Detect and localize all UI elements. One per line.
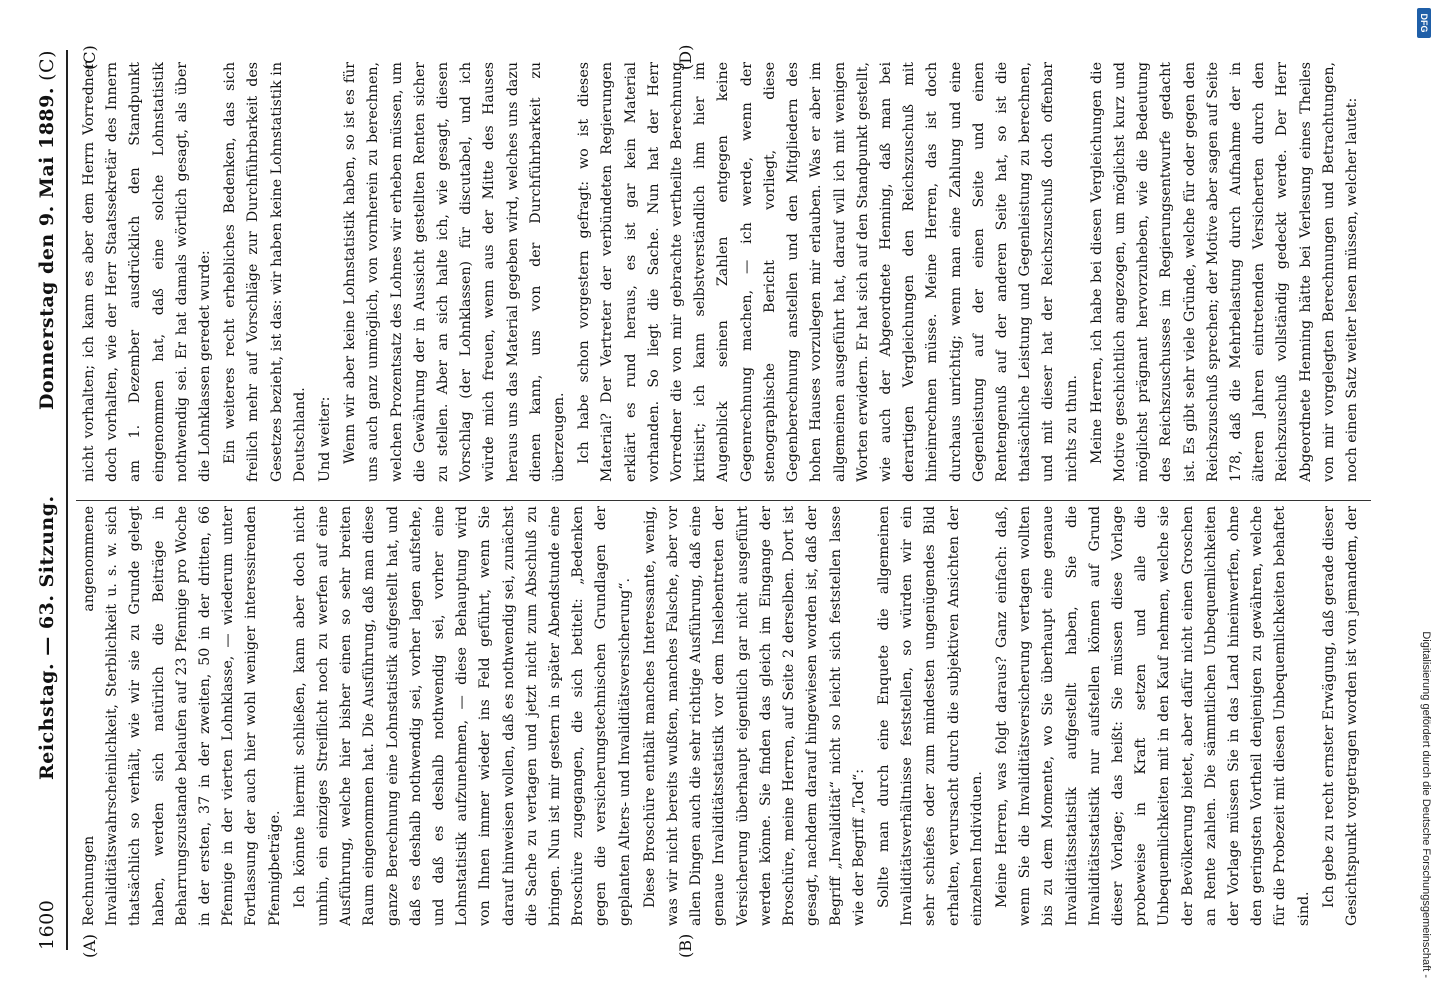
quotation: Ein weiteres recht erhebliches Bedenken, das sich freilich mehr auf Vorschläge zur Durchführbarkeit des Gesetzes bezieht, ist das: wir haben keine Lohnstatistik in Deutschland. [222,62,308,482]
session-title: Reichstag. — 63. Sitzung. [36,495,58,780]
digitization-credit-strip [1416,0,1432,1000]
header-rule [66,50,68,950]
paragraph: Ich habe schon vorgestern gefragt: wo ist dieses Material? Der Vertreter der verbündeten Regierungen erklärt es rund heraus, es ist gar kein Material vorhanden. So liegt die Sache. Nun hat der Herr Vorredner die von mir gebrachte vertheilte Berechnung kritisirt; ich kann selbstverständlich ihm hier im Augenblick seinen Zahlen entgegen keine Gegenrechnung machen, — ich werde, wenn der stenographische Bericht vorliegt, diese Gegenberechnung anstellen und den Mitgliedern des hohen Hauses vorzulegen mir erlauben. Was er aber im allgemeinen ausgeführt hat, darauf will ich mit wenigen Worten erwidern. Er hat sich auf den Standpunkt gestellt, wie auch der Abgeordnete Henning, daß man bei derartigen Vergleichungen den Reichszuschuß mit hineinrechnen müsse. Meine Herren, das ist doch durchaus unrichtig; wenn man eine Zahlung und eine Gegenleistung auf der einen Seite und einen Rentengenuß auf der anderen Seite hat, so ist die thatsächliche Leistung und Gegenleistung zu berechnen, und mit dieser hat der Reichszuschuß doch offenbar nichts zu thun. [576,62,1080,482]
margin-letter-b: (B) [676,933,695,958]
margin-mark-top: (C) [36,50,58,81]
session-date: Donnerstag den 9. Mai 1889. [36,87,58,410]
paragraph: Ich gebe zu recht ernster Erwägung, daß gerade dieser Gesichtspunkt vorgetragen worden ist von jemandem, der [1320,506,1360,926]
digitization-credit-text: Digitalisierung gefördert durch die Deutsche Forschungsgemeinschaft - [1420,631,1432,978]
paragraph: Ich könnte hiermit schließen, kann aber doch nicht umhin, ein einziges Streiflicht noch zu werfen auf eine Ausführung, welche hier bisher einen so sehr breiten Raum eingenommen hat. Die Ausführung, daß man diese ganze Berechnung eine Lohnstatistik aufgestellt hat, und daß es deshalb nothwendig sei, vorher lagen aufstehe, und daß es deshalb nothwendig sei, vorher eine Lohnstatistik aufzunehmen, — diese Behauptung wird von Ihnen immer wieder ins Feld geführt, wenn Sie darauf hinweisen wollen, daß es nothwendig sei, zunächst die Sache zu vertagen und jetzt nicht zum Abschluß zu bringen. Nun ist mir gestern in später Abendstunde eine Broschüre zugegangen, die sich betitelt: „Bedenken gegen die versicherungstechnischen Grundlagen der geplanten Alters- und Invaliditätsversicherung“. [291,506,633,926]
quotation [1366,62,1368,482]
column-divider [76,500,1371,501]
left-column [78,506,1368,926]
quotation: Wenn wir aber keine Lohnstatistik haben, so ist es für uns auch ganz unmöglich, von vornherein zu berechnen, welchen Prozentsatz des Lohnes wir erheben müssen, um die Gewährung der in Aussicht gestellten Renten sicher zu stellen. Aber an sich halte ich, wie gesagt, diesen Vorschlag (der Lohnklassen) für discutabel, und ich würde mich freuen, wenn aus der Mitte des Hauses heraus uns das Material gegeben wird, welches uns dazu dienen kann, uns von der Durchführbarkeit zu überzeugen. [342,62,568,482]
paragraph: Meine Herren, was folgt daraus? Ganz einfach: daß, wenn Sie die Invaliditätsversicherung vertagen wollten bis zu dem Momente, wo Sie überhaupt eine genaue Invaliditätsstatistik aufgestellt haben, Sie die Invaliditätsstatistik nur aufstellen können auf Grund dieser Vorlage; das heißt: Sie müssen diese Vorlage probeweise in Kraft setzen und alle die Unbequemlichkeiten mit in den Kauf nehmen, welche sie der Bevölkerung bietet, aber dafür nicht einen Groschen an Rente zahlen. Die sämmtlichen Unbequemlichkeiten der Vorlage müssen Sie in das Land hineinwerfen, ohne den geringsten Vortheil denjenigen zu gewähren, welche für die Probezeit mit diesen Unbequemlichkeiten behaftet sind. [993,506,1312,926]
paragraph: Und weiter: [317,396,334,482]
page-number: 1600 [36,899,58,950]
paragraph: nicht vorhalten; ich kann es aber dem Herrn Vorredner doch vorhalten, wie der Herr Staatssekretär des Innern am 1. Dezember ausdrücklich den Standpunkt eingenommen hat, daß eine solche Lohnstatistik nothwendig sei. Er hat damals wörtlich gesagt, als über die Lohnklassen geredet wurde: [81,62,214,482]
margin-letter-a: (A) [80,933,99,958]
running-head [36,50,62,950]
margin-letter-c: (C) [80,45,99,70]
quotation: Sollte man durch eine Enquete die allgemeinen Invaliditätsverhältnisse feststellen, so würden wir ein sehr schiefes oder zum mindesten ungenügendes Bild erhalten, verursacht durch die subjektiven Ansichten der einzelnen Individuen. [875,506,985,926]
margin-letter-d: (D) [676,44,695,70]
paragraph: Diese Broschüre enthält manches Interessante, wenig, was wir nicht bereits wußten, manches Falsche, aber vor allen Dingen auch die sehr richtige Ausführung, daß eine genaue Invaliditätsstatistik vor dem Inslebentreten der Versicherung überhaupt eigentlich gar nicht ausgeführt werden könne. Sie finden das gleich im Eingange der Broschüre, meine Herren, auf Seite 2 derselben. Dort ist gesagt, nachdem darauf hingewiesen worden ist, daß der Begriff „Invalidität“ nicht so leicht sich feststellen lasse wie der Begriff „Tod“: [641,506,867,926]
right-column [78,62,1368,482]
dfg-logo [1417,8,1431,38]
dfg-logo-text: DFG [1419,13,1429,33]
paragraph: Meine Herren, ich habe bei diesen Vergleichungen die Motive geschichtlich angezogen, um möglichst kurz und möglichst prägnant hervorzuheben, wie die Bedeutung des Reichszuschusses im Regierungsentwurfe gedacht ist. Es gibt sehr viele Gründe, welche für oder gegen den Reichszuschuß sprechen; der Motive aber sagen auf Seite 178, daß die Mehrbelastung durch Aufnahme der in älteren Jahren eintretenden Versicherten durch den Reichszuschuß vollständig gedeckt werde. Der Herr Abgeordnete Henning hätte bei Verlesung eines Theiles von mir vorgelegten Berechnungen und Betrachtungen, noch einen Satz weiter lesen müssen, welcher lautet: [1088,62,1360,482]
document-page [16,20,1416,980]
paragraph: Rechnungen angenommene Invaliditätswahrscheinlichkeit, Sterblichkeit u. s. w. sich thatsächlich so verhält, wie wir sie zu Grunde gelegt haben, werden sich natürlich die Beiträge in Beharrungszustande belaufen auf 23 Pfennige pro Woche in der ersten, 37 in der zweiten, 50 in der dritten, 66 Pfennige in der vierten Lohnklasse, — wiederum unter Fortlassung der auch hier wohl weniger interessirenden Pfennigbeträge. [81,506,283,926]
